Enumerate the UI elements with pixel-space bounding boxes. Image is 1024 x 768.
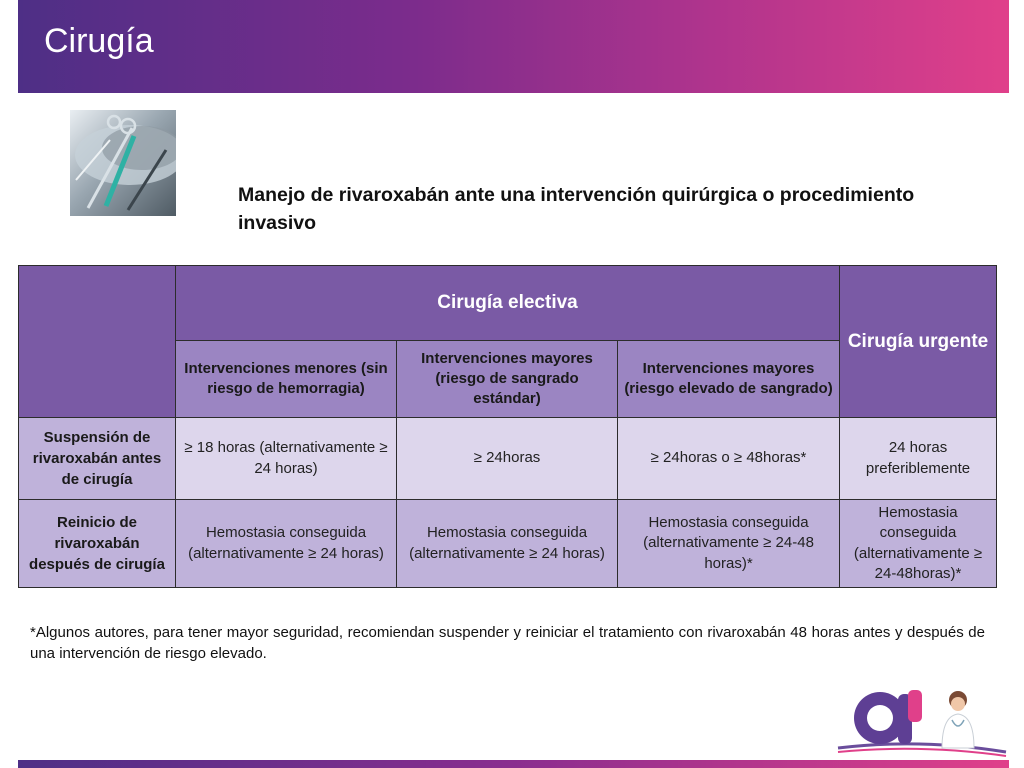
table-corner-cell — [19, 266, 176, 418]
table-cell: Hemostasia conseguida (alternativamente ≥ 24-48horas)* — [840, 500, 997, 588]
header-cirugia-urgente: Cirugía urgente — [840, 266, 997, 418]
brand-logo-graphic — [830, 680, 1010, 758]
table-row — [19, 500, 997, 588]
footnote: *Algunos autores, para tener mayor seguridad, recomiendan suspender y reiniciar el tratamiento con rivaroxabán 48 horas antes y después de una intervención de riesgo elevado. — [30, 624, 985, 662]
table-cell: ≥ 18 horas (alternativamente ≥ 24 horas) — [176, 418, 397, 500]
table-cell: ≥ 24horas o ≥ 48horas* — [618, 418, 840, 500]
slide-subtitle: Manejo de rivaroxabán ante una intervención quirúrgica o procedimiento invasivo — [238, 184, 915, 234]
header-cirugia-electiva: Cirugía electiva — [176, 266, 840, 341]
surgical-instruments-photo — [70, 110, 176, 216]
brand-logo — [830, 680, 1010, 758]
rivaroxaban-table — [18, 265, 997, 588]
table-row — [19, 418, 997, 500]
header-intervenciones-mayores-estandar: Intervenciones mayores (riesgo de sangrado estándar) — [397, 341, 618, 418]
header-intervenciones-menores: Intervenciones menores (sin riesgo de hemorragia) — [176, 341, 397, 418]
page-title: Cirugía — [44, 22, 154, 60]
table-cell: Hemostasia conseguida (alternativamente ≥ 24 horas) — [176, 500, 397, 588]
header-intervenciones-mayores-elevado: Intervenciones mayores (riesgo elevado de sangrado) — [618, 341, 840, 418]
table-cell: ≥ 24horas — [397, 418, 618, 500]
row-label-suspension: Suspensión de rivaroxabán antes de cirugía — [19, 418, 176, 500]
footer-band — [18, 760, 1009, 768]
table-cell: Hemostasia conseguida (alternativamente ≥ 24 horas) — [397, 500, 618, 588]
table-cell: 24 horas preferiblemente — [840, 418, 997, 500]
surgical-instruments-illustration — [70, 110, 176, 216]
header-band — [18, 0, 1009, 93]
table-cell: Hemostasia conseguida (alternativamente ≥ 24-48 horas)* — [618, 500, 840, 588]
row-label-reinicio: Reinicio de rivaroxabán después de cirugía — [19, 500, 176, 588]
